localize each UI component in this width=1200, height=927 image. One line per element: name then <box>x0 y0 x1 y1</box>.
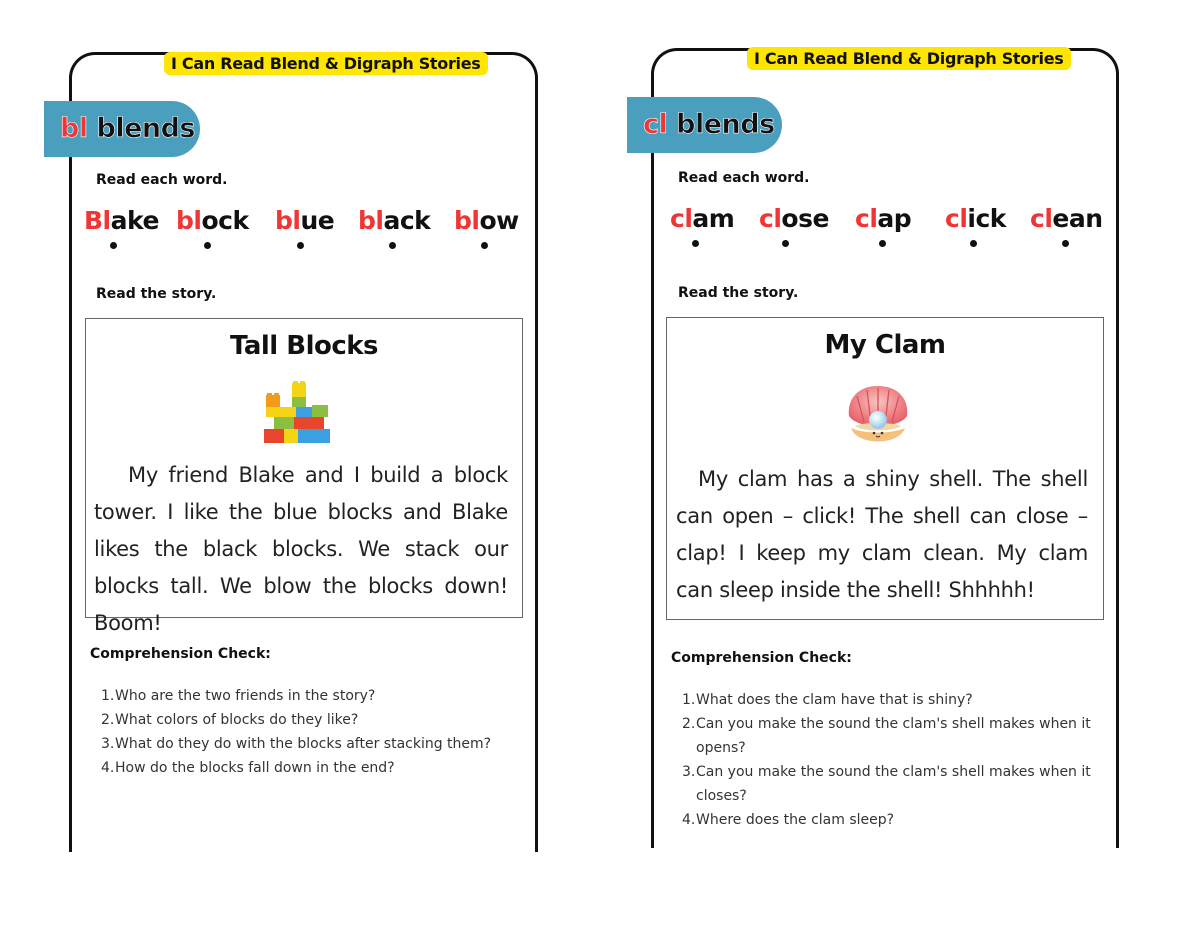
right-comprehension-title: Comprehension Check: <box>671 650 852 666</box>
right-story-title: My Clam <box>824 330 946 360</box>
left-word-3: blue <box>275 206 335 235</box>
list-item: 1. Who are the two friends in the story? <box>101 688 376 704</box>
right-word-dot <box>970 240 977 247</box>
left-word-dot <box>481 242 488 249</box>
lego-blocks-icon <box>262 381 332 445</box>
left-tab-blend: bl <box>60 113 88 144</box>
right-story-text: My clam has a shiny shell. The shell can open – click! The shell can close – clap! I keep my clam clean. My clam can sleep inside the shell! Shhhhh! <box>676 467 1088 602</box>
right-word-dot <box>1062 240 1069 247</box>
clam-shell-icon <box>843 382 913 452</box>
right-series-banner: I Can Read Blend & Digraph Stories <box>747 47 1071 70</box>
right-tab-blend: cl <box>643 109 668 140</box>
right-word-2: close <box>759 204 829 233</box>
right-story-box <box>666 317 1104 620</box>
right-word-dot <box>692 240 699 247</box>
left-word-4: black <box>358 206 431 235</box>
left-read-words-instruction: Read each word. <box>96 172 228 188</box>
left-word-dot <box>297 242 304 249</box>
left-word-dot <box>110 242 117 249</box>
left-comprehension-title: Comprehension Check: <box>90 646 271 662</box>
list-item: 2. Can you make the sound the clam's shell makes when it opens? <box>682 716 1091 756</box>
right-blend-tab <box>627 97 782 153</box>
left-question-list <box>101 684 521 780</box>
left-word-5: blow <box>454 206 519 235</box>
right-word-3: clap <box>855 204 912 233</box>
list-item: 3. Can you make the sound the clam's shell makes when it closes? <box>682 764 1091 804</box>
list-item: 4. How do the blocks fall down in the end? <box>101 760 395 776</box>
right-word-4: click <box>945 204 1006 233</box>
right-word-dot <box>879 240 886 247</box>
right-question-list <box>682 688 1094 832</box>
left-story-text: My friend Blake and I build a block tower. I like the blue blocks and Blake likes the black blocks. We stack our blocks tall. We blow the blocks down! Boom! <box>94 463 508 635</box>
left-blend-tab <box>44 101 200 157</box>
left-word-dot <box>204 242 211 249</box>
right-word-5: clean <box>1030 204 1103 233</box>
list-item: 2. What colors of blocks do they like? <box>101 712 359 728</box>
right-read-words-instruction: Read each word. <box>678 170 810 186</box>
right-tab-word: blends <box>667 109 775 140</box>
right-read-story-instruction: Read the story. <box>678 285 799 301</box>
left-word-2: block <box>176 206 249 235</box>
left-story-box <box>85 318 523 635</box>
right-word-dot <box>782 240 789 247</box>
list-item: 3. What do they do with the blocks after stacking them? <box>101 736 492 752</box>
left-story-title: Tall Blocks <box>229 331 379 361</box>
list-item: 1. What does the clam have that is shiny? <box>682 692 973 708</box>
left-word-dot <box>389 242 396 249</box>
right-word-1: clam <box>670 204 735 233</box>
left-series-banner: I Can Read Blend & Digraph Stories <box>164 52 488 75</box>
left-tab-word: blends <box>87 113 196 144</box>
left-read-story-instruction: Read the story. <box>96 286 217 302</box>
left-word-1: Blake <box>84 206 159 235</box>
list-item: 4. Where does the clam sleep? <box>682 812 895 828</box>
